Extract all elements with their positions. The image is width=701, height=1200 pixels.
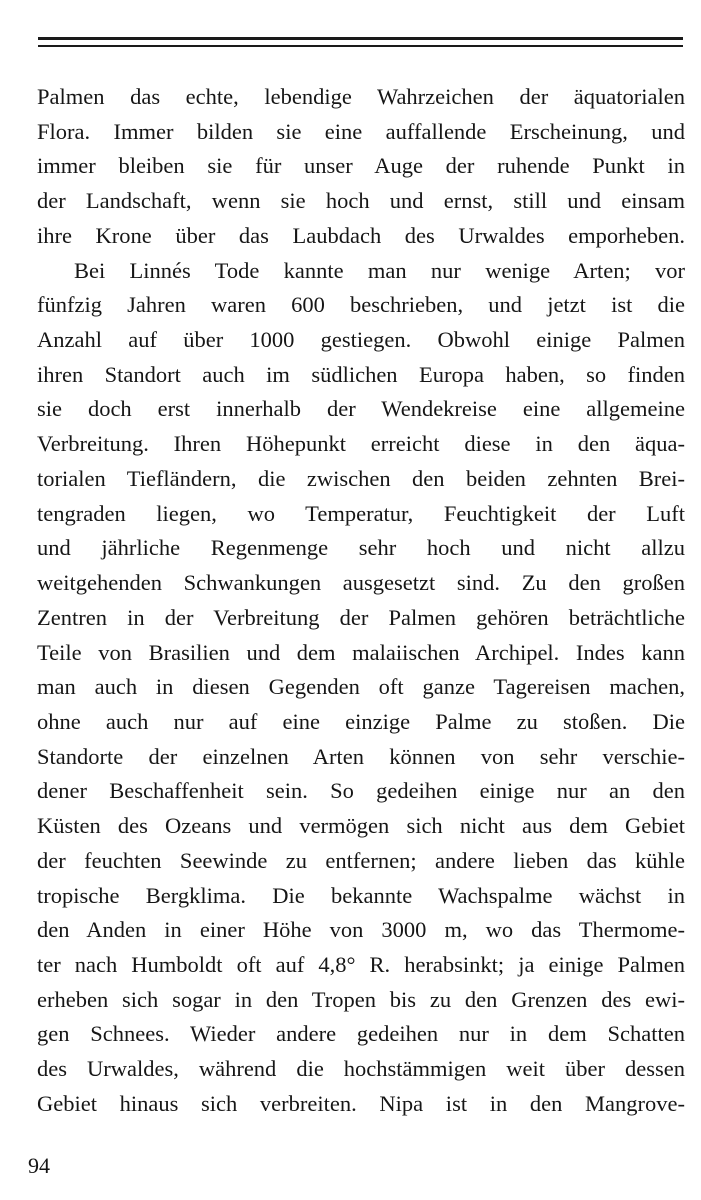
text-line: man auch in diesen Gegenden oft ganze Tagereisen machen,: [37, 674, 685, 700]
text-line: der feuchten Seewinde zu entfernen; andere lieben das kühle: [37, 847, 685, 873]
text-line: sie doch erst innerhalb der Wendekreise eine allgemeine: [37, 396, 685, 422]
text-line: ihren Standort auch im südlichen Europa haben, so finden: [37, 361, 685, 387]
text-line: ter nach Humboldt oft auf 4,8° R. herabsinkt; ja einige Palmen: [37, 951, 685, 977]
text-line: Palmen das echte, lebendige Wahrzeichen der äquatorialen: [37, 84, 685, 109]
text-line: dener Beschaffenheit sein. So gedeihen einige nur an den: [37, 778, 685, 804]
text-line: immer bleiben sie für unser Auge der ruhende Punkt in: [37, 153, 685, 179]
body-text: [37, 80, 685, 1122]
text-line: Anzahl auf über 1000 gestiegen. Obwohl einige Palmen: [37, 327, 685, 353]
text-line: Standorte der einzelnen Arten können von sehr verschie-: [37, 743, 685, 769]
text-line: Gebiet hinaus sich verbreiten. Nipa ist in den Mangrove-: [37, 1090, 685, 1116]
text-line: erheben sich sogar in den Tropen bis zu den Grenzen des ewi-: [37, 986, 685, 1012]
text-line: tropische Bergklima. Die bekannte Wachspalme wächst in: [37, 882, 685, 908]
text-line: und jährliche Regenmenge sehr hoch und nicht allzu: [37, 535, 685, 561]
page-number: 94: [28, 1153, 50, 1178]
text-line: gen Schnees. Wieder andere gedeihen nur in dem Schatten: [37, 1021, 685, 1047]
text-line: ohne auch nur auf eine einzige Palme zu stoßen. Die: [37, 708, 685, 734]
text-line: Flora. Immer bilden sie eine auffallende Erscheinung, und: [37, 118, 685, 144]
text-line: fünfzig Jahren waren 600 beschrieben, und jetzt ist die: [37, 292, 685, 318]
text-line: tengraden liegen, wo Temperatur, Feuchtigkeit der Luft: [37, 500, 685, 526]
text-line: Küsten des Ozeans und vermögen sich nicht aus dem Gebiet: [37, 813, 685, 839]
text-line: torialen Tiefländern, die zwischen den beiden zehnten Brei-: [37, 465, 685, 491]
text-line: den Anden in einer Höhe von 3000 m, wo das Thermome-: [37, 917, 685, 943]
header-rule-thin: [38, 45, 683, 47]
text-line: ihre Krone über das Laubdach des Urwaldes emporheben.: [37, 222, 685, 248]
text-line: des Urwaldes, während die hochstämmigen weit über dessen: [37, 1056, 685, 1082]
text-line: Zentren in der Verbreitung der Palmen gehören beträchtliche: [37, 604, 685, 630]
text-line: weitgehenden Schwankungen ausgesetzt sind. Zu den großen: [37, 570, 685, 596]
header-rule-thick: [38, 37, 683, 40]
text-line: Verbreitung. Ihren Höhepunkt erreicht diese in den äqua-: [37, 431, 685, 457]
text-line: Bei Linnés Tode kannte man nur wenige Arten; vor: [74, 257, 685, 283]
text-line: der Landschaft, wenn sie hoch und ernst, still und einsam: [37, 188, 685, 214]
text-line: Teile von Brasilien und dem malaiischen Archipel. Indes kann: [37, 639, 685, 665]
